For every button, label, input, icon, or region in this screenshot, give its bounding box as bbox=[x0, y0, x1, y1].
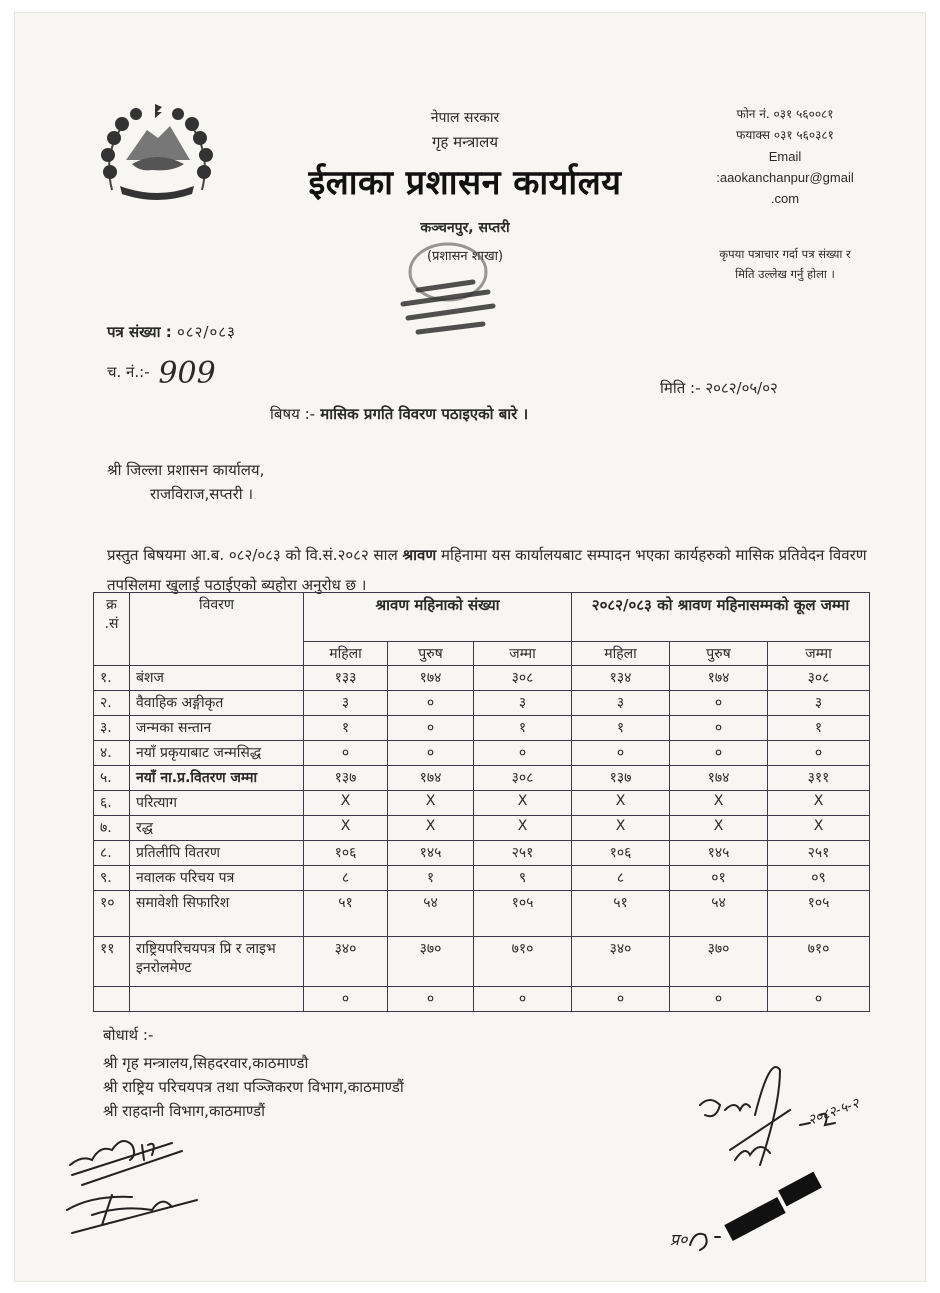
row-value: ३ bbox=[304, 691, 388, 716]
row-description: प्रतिलीपि वितरण bbox=[130, 841, 304, 866]
table-row bbox=[94, 816, 870, 841]
row-value: ३४० bbox=[304, 937, 388, 987]
row-value: ० bbox=[670, 716, 768, 741]
phone-number: फोन नं. ०३१ ५६००८१ bbox=[736, 107, 834, 121]
row-value: ७१० bbox=[474, 937, 572, 987]
correspondence-note bbox=[690, 244, 880, 284]
recipient-line-1: श्री जिल्ला प्रशासन कार्यालय, bbox=[107, 461, 265, 479]
row-value: X bbox=[768, 791, 870, 816]
row-value: ९ bbox=[474, 866, 572, 891]
subheader-total: जम्मा bbox=[474, 642, 572, 666]
row-description: बंशज bbox=[130, 666, 304, 691]
row-value: १०५ bbox=[768, 891, 870, 937]
subheader-female: महिला bbox=[304, 642, 388, 666]
note-line-2: मिति उल्लेख गर्नु होला । bbox=[735, 267, 835, 281]
row-value: ० bbox=[474, 741, 572, 766]
row-value: X bbox=[388, 791, 474, 816]
row-description: समावेशी सिफारिश bbox=[130, 891, 304, 937]
table-row bbox=[94, 866, 870, 891]
row-value: ० bbox=[304, 741, 388, 766]
header-serial: क्र .सं bbox=[94, 593, 130, 666]
row-value: ० bbox=[474, 987, 572, 1012]
row-value: ०१ bbox=[670, 866, 768, 891]
row-serial: २. bbox=[94, 691, 130, 716]
email-address: :aaokanchanpur@gmail bbox=[716, 170, 854, 185]
row-value: ७१० bbox=[768, 937, 870, 987]
signature-date: २०८२-५-२ bbox=[805, 1095, 862, 1129]
row-description: नयाँ ना.प्र.वितरण जम्मा bbox=[130, 766, 304, 791]
row-value: X bbox=[572, 791, 670, 816]
row-description: नयाँ प्रकृयाबाट जन्मसिद्ध bbox=[130, 741, 304, 766]
row-value: X bbox=[388, 816, 474, 841]
row-value: १३७ bbox=[304, 766, 388, 791]
row-value: ० bbox=[388, 741, 474, 766]
row-value: १०५ bbox=[474, 891, 572, 937]
signature-right-icon bbox=[650, 1065, 880, 1260]
header-monthly-count: श्रावण महिनाको संख्या bbox=[304, 593, 572, 642]
email-label: Email bbox=[768, 149, 802, 164]
row-description: राष्ट्रियपरिचयपत्र प्रि र लाइभ इनरोलमेण्ट bbox=[130, 937, 304, 987]
table-row bbox=[94, 987, 870, 1012]
row-value: ० bbox=[572, 741, 670, 766]
table-row bbox=[94, 691, 870, 716]
row-value: ५४ bbox=[670, 891, 768, 937]
subheader-male: पुरुष bbox=[388, 642, 474, 666]
table-row bbox=[94, 937, 870, 987]
date-label: मिति :- bbox=[660, 379, 701, 397]
row-serial: ८. bbox=[94, 841, 130, 866]
row-description: परित्याग bbox=[130, 791, 304, 816]
row-value: ० bbox=[670, 691, 768, 716]
office-stamp-icon bbox=[378, 232, 518, 342]
row-serial: ११ bbox=[94, 937, 130, 987]
table-row bbox=[94, 841, 870, 866]
recipient-line-2: राजविराज,सप्तरी । bbox=[150, 485, 254, 503]
row-value: १ bbox=[388, 866, 474, 891]
table-row bbox=[94, 791, 870, 816]
row-serial: ६. bbox=[94, 791, 130, 816]
header-description: विवरण bbox=[130, 593, 304, 666]
cc-item: श्री राहदानी विभाग,काठमाण्डौं bbox=[103, 1102, 265, 1120]
row-value: ८ bbox=[572, 866, 670, 891]
row-value: X bbox=[670, 816, 768, 841]
row-value: ० bbox=[768, 987, 870, 1012]
office-location: कञ्चनपुर, सप्तरी bbox=[420, 220, 510, 236]
row-serial: ७. bbox=[94, 816, 130, 841]
row-value: ५४ bbox=[388, 891, 474, 937]
row-value: ५१ bbox=[572, 891, 670, 937]
row-value: १ bbox=[304, 716, 388, 741]
row-serial: ५. bbox=[94, 766, 130, 791]
row-value: ३७० bbox=[388, 937, 474, 987]
progress-report-table bbox=[93, 592, 870, 1012]
letter-date bbox=[660, 378, 778, 398]
row-value: X bbox=[572, 816, 670, 841]
row-value: X bbox=[768, 816, 870, 841]
ministry-label: गृह मन्त्रालय bbox=[431, 133, 499, 151]
row-value: १७४ bbox=[388, 666, 474, 691]
row-value: ३७० bbox=[670, 937, 768, 987]
row-value: १०६ bbox=[304, 841, 388, 866]
dispatch-label: च. नं.:- bbox=[107, 363, 150, 381]
row-serial: १. bbox=[94, 666, 130, 691]
table-row bbox=[94, 666, 870, 691]
subject-label: बिषय :- bbox=[270, 405, 316, 423]
nepal-emblem-icon bbox=[92, 100, 222, 205]
row-value: ० bbox=[670, 987, 768, 1012]
row-value: ८ bbox=[304, 866, 388, 891]
row-value: ३०८ bbox=[768, 666, 870, 691]
contact-block bbox=[690, 104, 880, 209]
office-name: ईलाका प्रशासन कार्यालय bbox=[308, 163, 622, 203]
row-value: ३११ bbox=[768, 766, 870, 791]
row-value: ३ bbox=[768, 691, 870, 716]
row-value: ५१ bbox=[304, 891, 388, 937]
row-value: ० bbox=[572, 987, 670, 1012]
table-row bbox=[94, 716, 870, 741]
reference-value: ०८२/०८३ bbox=[176, 323, 236, 341]
row-serial: ४. bbox=[94, 741, 130, 766]
row-value: ० bbox=[388, 691, 474, 716]
row-description bbox=[130, 987, 304, 1012]
cc-item: श्री गृह मन्त्रालय,सिहदरवार,काठमाण्डौ bbox=[103, 1054, 309, 1072]
subheader-total: जम्मा bbox=[768, 642, 870, 666]
government-label: नेपाल सरकार bbox=[430, 110, 500, 126]
table-row bbox=[94, 741, 870, 766]
body-text-2: महिनामा यस कार्यालयबाट सम्पादन भएका कार्यहरुको मासिक प्रतिवेदन विवरण तपसिलमा खुलाई पठाईएको ब्यहोरा अनुरोध छ । bbox=[107, 546, 867, 594]
row-description: रद्ध bbox=[130, 816, 304, 841]
signature-left-icon bbox=[62, 1115, 222, 1255]
row-value: X bbox=[474, 791, 572, 816]
row-description: वैवाहिक अङ्गीकृत bbox=[130, 691, 304, 716]
row-value: १४५ bbox=[388, 841, 474, 866]
row-value: १७४ bbox=[670, 666, 768, 691]
row-serial: ३. bbox=[94, 716, 130, 741]
row-value: ० bbox=[388, 716, 474, 741]
table-row bbox=[94, 891, 870, 937]
row-description: जन्मका सन्तान bbox=[130, 716, 304, 741]
row-value: ३४० bbox=[572, 937, 670, 987]
header-cumulative-total: २०८२/०८३ को श्रावण महिनासम्मको कूल जम्मा bbox=[572, 593, 870, 642]
subheader-male: पुरुष bbox=[670, 642, 768, 666]
row-value: ३ bbox=[474, 691, 572, 716]
reference-number bbox=[107, 322, 236, 342]
row-value: ०९ bbox=[768, 866, 870, 891]
cc-label: बोधार्थ :- bbox=[103, 1026, 154, 1044]
row-value: १३७ bbox=[572, 766, 670, 791]
reference-label: पत्र संख्या : bbox=[107, 323, 172, 341]
letter-subject bbox=[270, 404, 528, 424]
row-value: ० bbox=[768, 741, 870, 766]
row-value: X bbox=[304, 791, 388, 816]
row-value: १ bbox=[768, 716, 870, 741]
row-value: ३ bbox=[572, 691, 670, 716]
row-value: ० bbox=[670, 741, 768, 766]
row-value: १०६ bbox=[572, 841, 670, 866]
letter-body bbox=[107, 540, 867, 600]
email-suffix: .com bbox=[770, 191, 800, 206]
row-value: X bbox=[670, 791, 768, 816]
body-text-1: प्रस्तुत बिषयमा आ.ब. ०८२/०८३ को वि.सं.२०८२ साल bbox=[107, 546, 403, 564]
note-line-1: कृपया पत्राचार गर्दा पत्र संख्या र bbox=[719, 247, 851, 261]
row-value: १ bbox=[572, 716, 670, 741]
row-value: १७४ bbox=[388, 766, 474, 791]
row-value: १४५ bbox=[670, 841, 768, 866]
subject-text: मासिक प्रगति विवरण पठाइएको बारे । bbox=[320, 405, 529, 423]
row-value: २५१ bbox=[474, 841, 572, 866]
row-serial: १० bbox=[94, 891, 130, 937]
row-value: १३४ bbox=[572, 666, 670, 691]
table-row bbox=[94, 766, 870, 791]
row-value: १३३ bbox=[304, 666, 388, 691]
row-value: १७४ bbox=[670, 766, 768, 791]
fax-number: फयाक्स ०३१ ५६०३८१ bbox=[736, 128, 834, 142]
signature-prefix: प्र० bbox=[670, 1230, 688, 1249]
row-value: ३०८ bbox=[474, 666, 572, 691]
row-value: १ bbox=[474, 716, 572, 741]
dispatch-number bbox=[107, 350, 216, 391]
row-value: X bbox=[474, 816, 572, 841]
date-value: २०८२/०५/०२ bbox=[705, 379, 778, 397]
row-description: नवालक परिचय पत्र bbox=[130, 866, 304, 891]
row-serial bbox=[94, 987, 130, 1012]
dispatch-value: 909 bbox=[158, 356, 216, 391]
row-serial: ९. bbox=[94, 866, 130, 891]
row-value: X bbox=[304, 816, 388, 841]
row-value: ३०८ bbox=[474, 766, 572, 791]
row-value: ० bbox=[388, 987, 474, 1012]
cc-item: श्री राष्ट्रिय परिचयपत्र तथा पञ्जिकरण विभाग,काठमाण्डौं bbox=[103, 1078, 404, 1096]
body-month: श्रावण bbox=[402, 546, 437, 564]
row-value: ० bbox=[304, 987, 388, 1012]
row-value: २५१ bbox=[768, 841, 870, 866]
subheader-female: महिला bbox=[572, 642, 670, 666]
office-section: (प्रशासन शाखा) bbox=[426, 249, 504, 264]
